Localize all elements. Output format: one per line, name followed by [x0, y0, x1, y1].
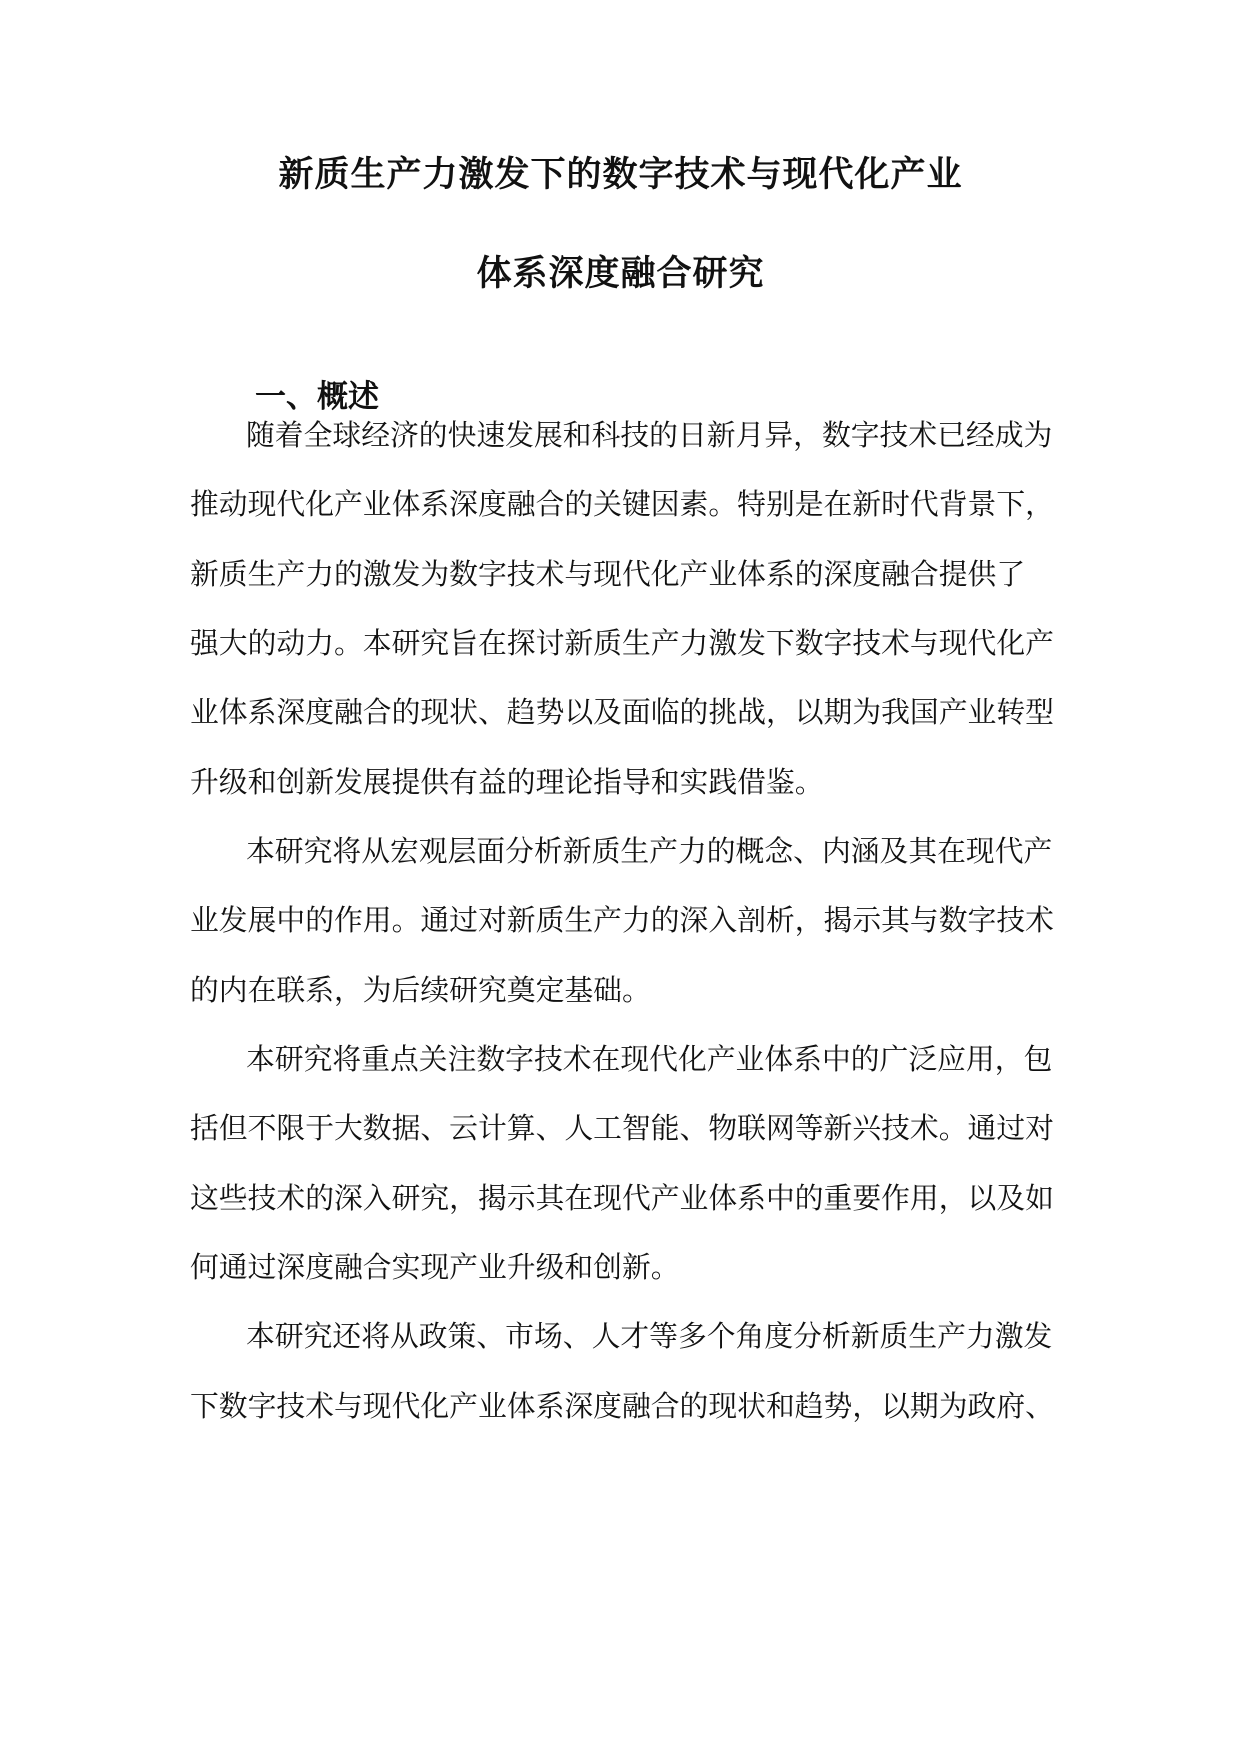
paragraph-2-line: 的内在联系，为后续研究奠定基础。 — [190, 973, 651, 1007]
document-title-line-1: 新质生产力激发下的数字技术与现代化产业 — [278, 155, 963, 195]
paragraph-1-line: 强大的动力。本研究旨在探讨新质生产力激发下数字技术与现代化产 — [190, 626, 1054, 660]
paragraph-3-line: 这些技术的深入研究，揭示其在现代产业体系中的重要作用，以及如 — [190, 1181, 1054, 1215]
paragraph-1-line: 新质生产力的激发为数字技术与现代化产业体系的深度融合提供了 — [190, 557, 1026, 591]
paragraph-1-line: 升级和创新发展提供有益的理论指导和实践借鉴。 — [190, 765, 824, 799]
section-heading: 一、概述 — [255, 379, 379, 415]
paragraph-2-line: 业发展中的作用。通过对新质生产力的深入剖析，揭示其与数字技术 — [190, 903, 1054, 937]
document-title-line-2: 体系深度融合研究 — [476, 254, 765, 294]
paragraph-4-line: 下数字技术与现代化产业体系深度融合的现状和趋势，以期为政府、 — [190, 1389, 1054, 1423]
paragraph-3-line: 本研究将重点关注数字技术在现代化产业体系中的广泛应用，包 — [246, 1042, 1053, 1076]
paragraph-3-line: 何通过深度融合实现产业升级和创新。 — [190, 1250, 680, 1284]
paragraph-1-line: 业体系深度融合的现状、趋势以及面临的挑战，以期为我国产业转型 — [190, 695, 1054, 729]
paragraph-2-line: 本研究将从宏观层面分析新质生产力的概念、内涵及其在现代产 — [246, 834, 1053, 868]
paragraph-1-line: 随着全球经济的快速发展和科技的日新月异，数字技术已经成为 — [246, 418, 1053, 452]
paragraph-1-line: 推动现代化产业体系深度融合的关键因素。特别是在新时代背景下， — [190, 487, 1054, 521]
paragraph-4-line: 本研究还将从政策、市场、人才等多个角度分析新质生产力激发 — [246, 1319, 1053, 1353]
paragraph-3-line: 括但不限于大数据、云计算、人工智能、物联网等新兴技术。通过对 — [190, 1111, 1054, 1145]
